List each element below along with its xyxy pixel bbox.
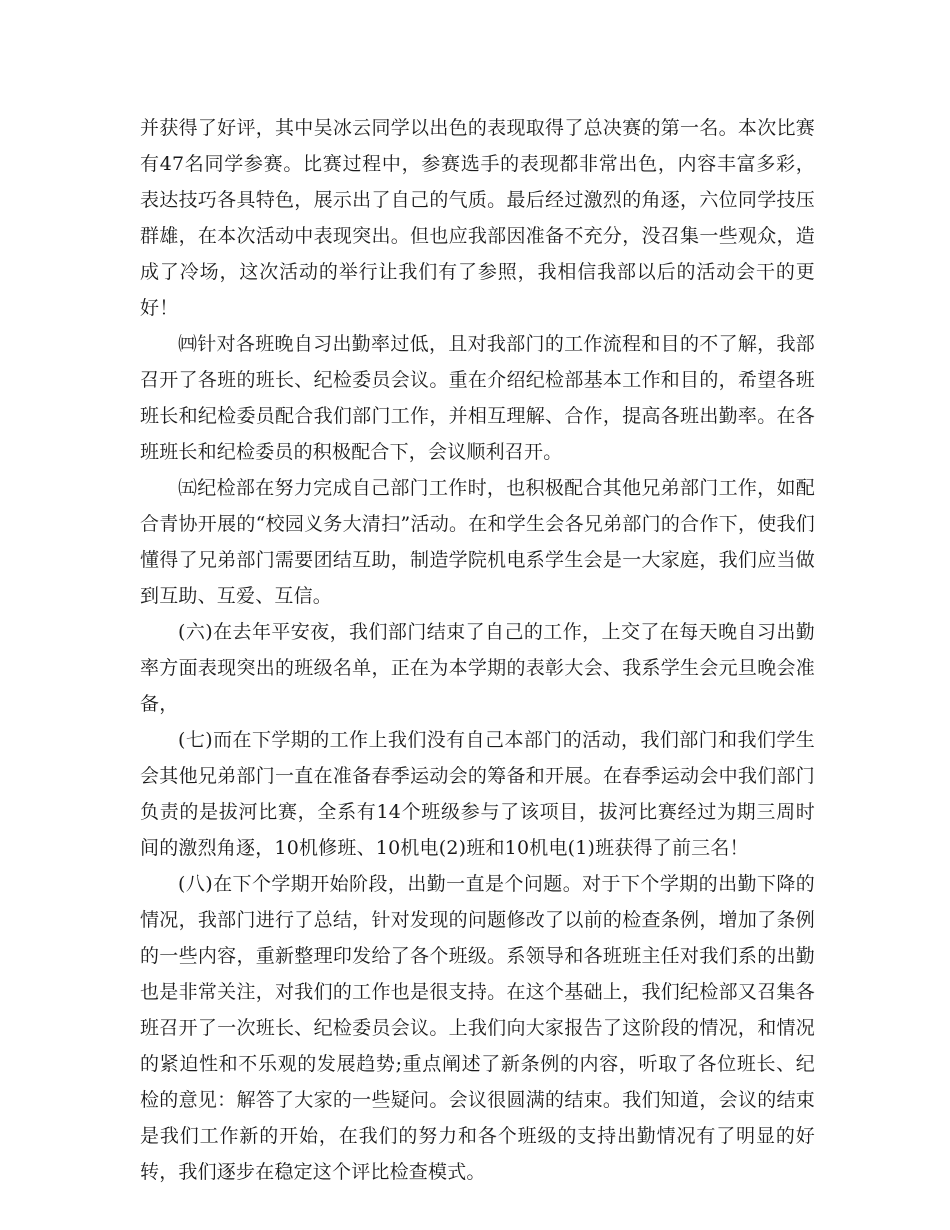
paragraph-item-7: (七)而在下学期的工作上我们没有自己本部门的活动，我们部门和我们学生会其他兄弟部门一直在准备春季运动会的筹备和开展。在春季运动会中我们部门负责的是拔河比赛，全系有14个班级参与了该项目，拔河比赛经过为期三周时间的激烈角逐，10机修班、10机电(2)班和10机电(1)班获得了前三名！: [140, 729, 815, 859]
paragraph-item-5: ㈤纪检部在努力完成自己部门工作时，也积极配合其他兄弟部门工作，如配合青协开展的“校园义务大清扫”活动。在和学生会各兄弟部门的合作下，使我们懂得了兄弟部门需要团结互助，制造学院机电系学生会是一大家庭，我们应当做到互助、互爱、互信。: [140, 477, 815, 607]
paragraph-item-6: (六)在去年平安夜，我们部门结束了自己的工作，上交了在每天晚自习出勤率方面表现突出的班级名单，正在为本学期的表彰大会、我系学生会元旦晚会准备，: [140, 621, 815, 715]
document-body: [140, 110, 815, 1190]
paragraph-item-4: ㈣针对各班晚自习出勤率过低，且对我部门的工作流程和目的不了解，我部召开了各班的班长、纪检委员会议。重在介绍纪检部基本工作和目的，希望各班班长和纪检委员配合我们部门工作，并相互理解、合作，提高各班出勤率。在各班班长和纪检委员的积极配合下，会议顺利召开。: [140, 333, 815, 463]
paragraph-continuation: 并获得了好评，其中吴冰云同学以出色的表现取得了总决赛的第一名。本次比赛有47名同学参赛。比赛过程中，参赛选手的表现都非常出色，内容丰富多彩，表达技巧各具特色，展示出了自己的气质。最后经过激烈的角逐，六位同学技压群雄，在本次活动中表现突出。但也应我部因准备不充分，没召集一些观众，造成了冷场，这次活动的举行让我们有了参照，我相信我部以后的活动会干的更好！: [140, 117, 815, 319]
paragraph-item-8: (八)在下个学期开始阶段，出勤一直是个问题。对于下个学期的出勤下降的情况，我部门进行了总结，针对发现的问题修改了以前的检查条例，增加了条例的一些内容，重新整理印发给了各个班级。系领导和各班班主任对我们系的出勤也是非常关注，对我们的工作也是很支持。在这个基础上，我们纪检部又召集各班召开了一次班长、纪检委员会议。上我们向大家报告了这阶段的情况，和情况的紧迫性和不乐观的发展趋势;重点阐述了新条例的内容，听取了各位班长、纪检的意见：解答了大家的一些疑问。会议很圆满的结束。我们知道，会议的结束是我们工作新的开始，在我们的努力和各个班级的支持出勤情况有了明显的好转，我们逐步在稳定这个评比检查模式。: [140, 873, 815, 1183]
